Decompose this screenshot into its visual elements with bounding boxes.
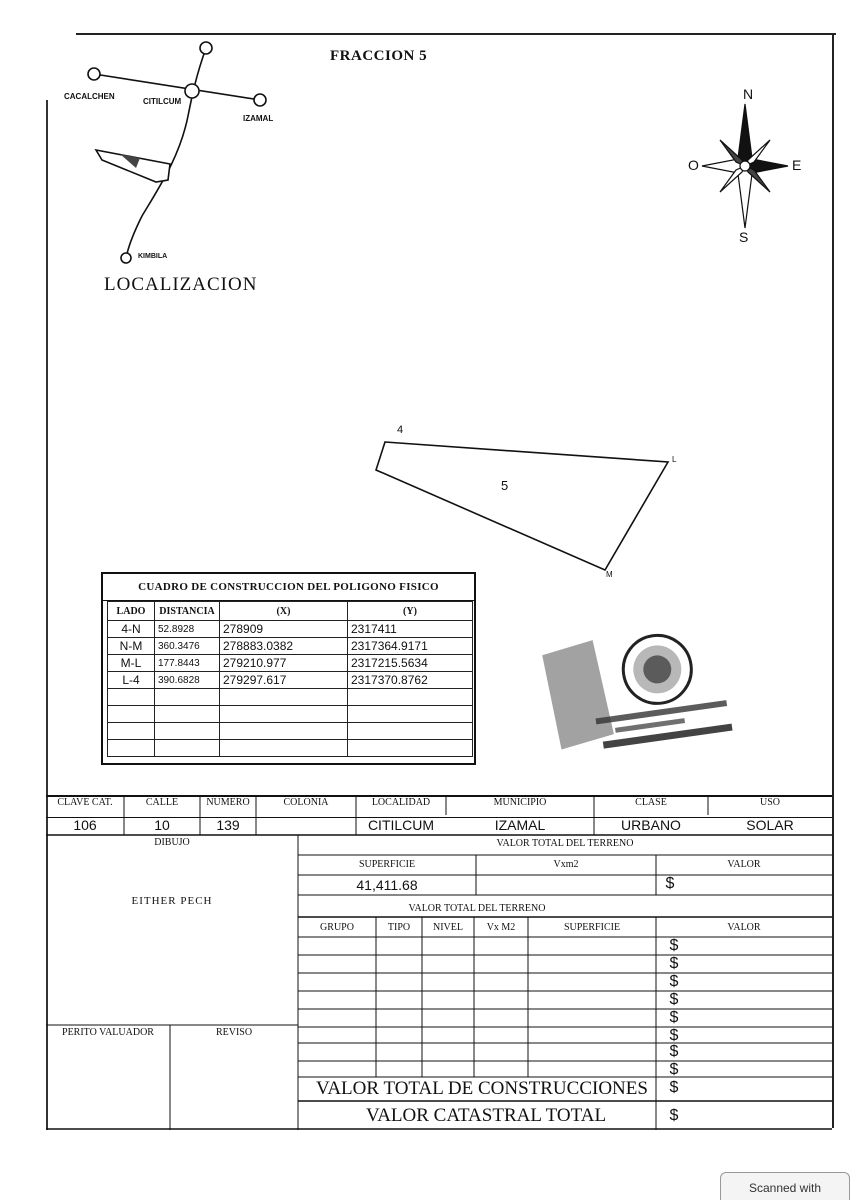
header-clave: CLAVE CAT.: [57, 797, 113, 808]
row-dollar: $: [669, 1079, 679, 1096]
cell-y: 2317411: [348, 621, 473, 638]
vertex-label-4: 4: [397, 424, 404, 436]
value-clave: 106: [73, 817, 97, 833]
terreno-title: VALOR TOTAL DEL TERRENO: [496, 838, 634, 849]
header-localidad: LOCALIDAD: [371, 797, 431, 808]
value-uso: SOLAR: [746, 817, 794, 833]
frame-right-line: [832, 33, 834, 1128]
dibujo-label: DIBUJO: [154, 837, 190, 848]
header-calle: CALLE: [145, 797, 179, 808]
superficie-value: 41,411.68: [356, 877, 418, 893]
compass-e-label: E: [792, 157, 802, 173]
construction-table: [101, 572, 476, 765]
compass-n-label: N: [743, 86, 754, 102]
const-header-grupo: GRUPO: [320, 922, 354, 933]
perito-valuador-label: PERITO VALUADOR: [62, 1027, 154, 1038]
table-row: [108, 638, 473, 655]
total-catastral-label: VALOR CATASTRAL TOTAL: [365, 1105, 607, 1126]
table-header-row: [108, 602, 473, 621]
town-label-izamal: IZAMAL: [243, 114, 274, 123]
value-localidad: CITILCUM: [367, 817, 435, 833]
value-clase: URBANO: [621, 817, 681, 833]
const-header-nivel: NIVEL: [433, 922, 463, 933]
vertex-label-l: L: [672, 455, 677, 464]
row-dollar: $: [669, 937, 679, 954]
terreno-dollar: $: [665, 875, 675, 892]
table-row-empty: [108, 706, 473, 723]
cell-lado: N-M: [108, 638, 155, 655]
value-municipio: IZAMAL: [494, 817, 546, 833]
header-municipio: MUNICIPIO: [493, 797, 547, 808]
header-y: (Y): [348, 602, 473, 621]
vertex-label-m: M: [606, 570, 613, 579]
table-row: [108, 621, 473, 638]
reviso-label: REVISO: [215, 1027, 253, 1038]
construction-table-caption: CUADRO DE CONSTRUCCION DEL POLIGONO FISICO: [103, 574, 474, 601]
const-header-valor: VALOR: [727, 922, 761, 933]
localizacion-heading: LOCALIZACION: [104, 274, 258, 295]
header-uso: USO: [759, 797, 780, 808]
cell-distancia: 360.3476: [155, 638, 220, 655]
cell-y: 2317370.8762: [348, 672, 473, 689]
town-label-cacalchen: CACALCHEN: [64, 92, 115, 101]
value-numero: 139: [216, 817, 240, 833]
town-label-kimbila: KIMBILA: [138, 253, 168, 260]
row-dollar: $: [669, 1009, 679, 1026]
header-distancia: DISTANCIA: [155, 602, 220, 621]
parcel-polygon: [360, 420, 690, 590]
location-sketch: [80, 36, 280, 276]
terreno2-title: VALOR TOTAL DEL TERRENO: [408, 903, 546, 914]
cell-lado: L-4: [108, 672, 155, 689]
row-dollar: $: [669, 973, 679, 990]
catastro-seal-stamp: [540, 620, 740, 760]
total-construcciones-label: VALOR TOTAL DE CONSTRUCCIONES: [316, 1078, 648, 1099]
row-dollar: $: [669, 1027, 679, 1044]
const-header-vxm2: Vx M2: [486, 922, 516, 933]
cell-lado: 4-N: [108, 621, 155, 638]
header-colonia: COLONIA: [283, 797, 329, 808]
cell-x: 279210.977: [220, 655, 348, 672]
superficie-label: SUPERFICIE: [358, 859, 416, 870]
const-header-tipo: TIPO: [387, 922, 411, 933]
const-header-superficie: SUPERFICIE: [563, 922, 621, 933]
cell-x: 278909: [220, 621, 348, 638]
row-dollar: $: [669, 1107, 679, 1124]
cell-lado: M-L: [108, 655, 155, 672]
construction-table-grid: [107, 601, 473, 757]
row-dollar: $: [669, 1061, 679, 1078]
header-clase: CLASE: [635, 797, 667, 808]
lot-number-label: 5: [501, 478, 509, 493]
header-lado: LADO: [108, 602, 155, 621]
cell-y: 2317215.5634: [348, 655, 473, 672]
table-row-empty: [108, 740, 473, 757]
cell-distancia: 177.8443: [155, 655, 220, 672]
cell-x: 278883.0382: [220, 638, 348, 655]
page-title: FRACCION 5: [330, 48, 428, 64]
table-row: [108, 672, 473, 689]
valor-label: VALOR: [727, 859, 761, 870]
compass-o-label: O: [688, 157, 699, 173]
scanned-with-badge: Scanned with: [720, 1172, 850, 1200]
compass-rose-icon: [700, 100, 790, 235]
vxm2-label: Vxm2: [553, 859, 579, 870]
cell-distancia: 390.6828: [155, 672, 220, 689]
row-dollar: $: [669, 955, 679, 972]
header-numero: NUMERO: [206, 797, 250, 808]
cell-x: 279297.617: [220, 672, 348, 689]
cell-distancia: 52.8928: [155, 621, 220, 638]
table-row: [108, 655, 473, 672]
row-dollar: $: [669, 991, 679, 1008]
table-row-empty: [108, 723, 473, 740]
town-label-citilcum: CITILCUM: [143, 97, 182, 106]
header-x: (X): [220, 602, 348, 621]
table-row-empty: [108, 689, 473, 706]
cell-y: 2317364.9171: [348, 638, 473, 655]
value-calle: 10: [154, 817, 170, 833]
dibujo-name: EITHER PECH: [131, 895, 213, 907]
compass-s-label: S: [739, 229, 749, 245]
row-dollar: $: [669, 1043, 679, 1060]
frame-top-line: [76, 33, 836, 35]
